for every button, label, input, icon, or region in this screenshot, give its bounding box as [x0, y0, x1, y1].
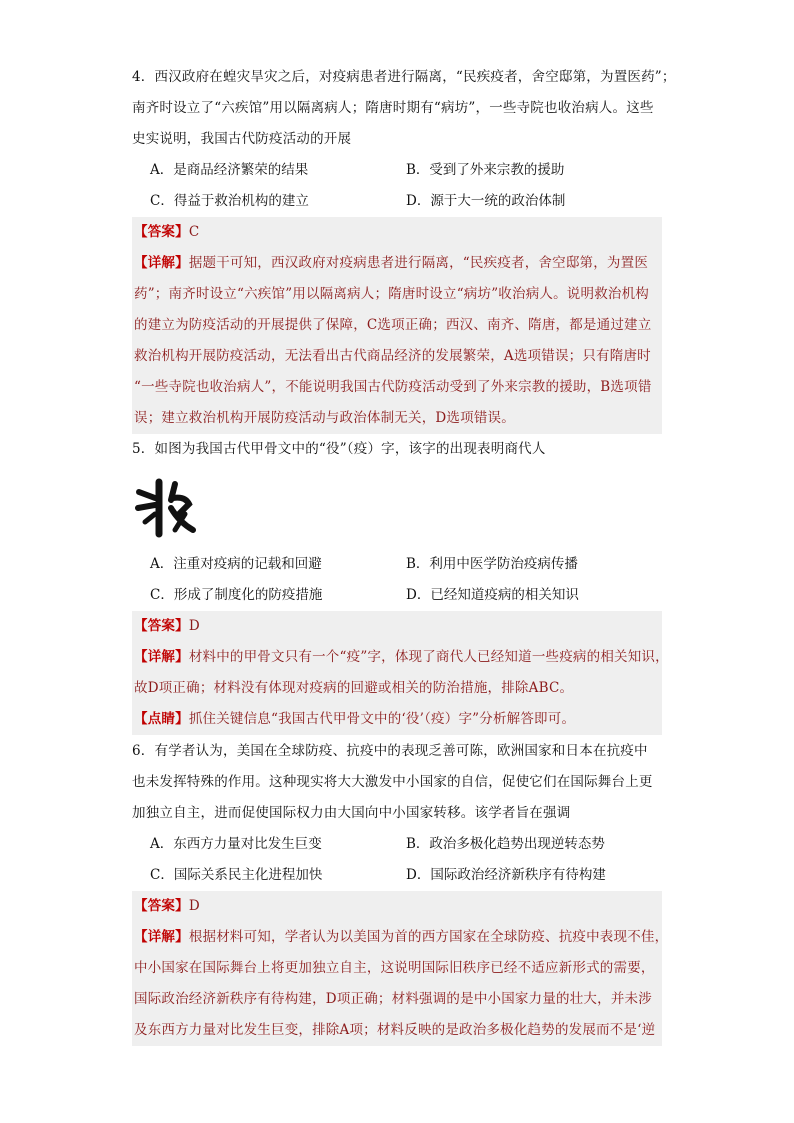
- question-6: [132, 736, 669, 1046]
- question-5-options-row: [150, 549, 662, 580]
- question-4: [132, 62, 676, 434]
- question-5-answer: [132, 611, 662, 642]
- answer-tag: 【答案】: [134, 224, 189, 240]
- question-4-option-c: C．得益于救治机构的建立: [150, 193, 309, 209]
- question-5-stem: [132, 434, 662, 465]
- question-6-options-row: [150, 829, 662, 860]
- question-6-detail-line: 中小国家在国际舞台上将更加独立自主，这说明国际旧秩序已经不适应新形式的需要，: [132, 953, 662, 984]
- detail-text: 材料中的甲骨文只有一个“疫”字，体现了商代人已经知道一些疫病的相关知识，: [188, 649, 669, 665]
- question-4-options-row: [150, 186, 662, 217]
- question-5-tip: [132, 704, 662, 735]
- question-6-detail-line: 国际政治经济新秩序有待构建，D项正确；材料强调的是中小国家力量的壮大，并未涉: [132, 984, 662, 1015]
- question-4-options-row: [150, 155, 662, 186]
- question-5-option-b: B．利用中医学防治疫病传播: [406, 556, 578, 572]
- question-6-options-row: [150, 860, 662, 891]
- question-6-stem-line: 也未发挥特殊的作用。这种现实将大大激发中小国家的自信，促使它们在国际舞台上更: [132, 774, 653, 790]
- question-4-answer: [132, 217, 662, 248]
- question-4-detail-line: “一些寺院也收治病人”，不能说明我国古代防疫活动受到了外来宗教的援助，B选项错: [132, 372, 662, 403]
- question-6-detail-line: 及东西方力量对比发生巨变，排除A项；材料反映的是政治多极化趋势的发展而不是‘逆: [132, 1015, 662, 1046]
- detail-text: 据题干可知，西汉政府对疫病患者进行隔离，“民疾疫者，舍空邸第，为置医: [188, 255, 649, 271]
- question-4-stem-line: 南齐时设立了“六疾馆”用以隔离病人；隋唐时期有“病坊”，一些寺院也收治病人。这些: [132, 100, 654, 116]
- question-5-detail-line: 故D项正确；材料没有体现对疫病的回避或相关的防治措施，排除ABC。: [132, 673, 662, 704]
- question-6-stem-line: 加独立自主，进而促使国际权力由大国向中小国家转移。该学者旨在强调: [132, 805, 571, 821]
- question-5-option-c: C．形成了制度化的防疫措施: [150, 587, 323, 603]
- question-5-option-a: A．注重对疫病的记载和回避: [150, 556, 322, 572]
- tip-tag: 【点睛】: [134, 711, 189, 727]
- question-4-detail-line: 救治机构开展防疫活动，无法看出古代商品经济的发展繁荣，A选项错误；只有隋唐时: [132, 341, 662, 372]
- question-6-option-b: B．政治多极化趋势出现逆转态势: [406, 836, 605, 852]
- answer-value: C: [188, 224, 200, 240]
- question-6-answer: [132, 891, 662, 922]
- question-6-option-c: C．国际关系民主化进程加快: [150, 867, 323, 883]
- question-4-option-a: A．是商品经济繁荣的结果: [150, 162, 309, 178]
- question-4-option-d: D．源于大一统的政治体制: [406, 193, 566, 209]
- oracle-bone-glyph-image: [135, 478, 197, 538]
- question-5-option-d: D．已经知道疫病的相关知识: [406, 587, 579, 603]
- question-5-detail-line: [132, 642, 669, 673]
- question-4-stem-line: 4．西汉政府在蝗灾旱灾之后，对疫病患者进行隔离，“民疾疫者，舍空邸第，为置医药”；: [132, 69, 676, 85]
- question-5: [132, 549, 669, 735]
- question-6-detail-line: [132, 922, 669, 953]
- detail-tag: 【详解】: [134, 255, 189, 271]
- detail-tag: 【详解】: [134, 929, 189, 945]
- detail-tag: 【详解】: [134, 649, 189, 665]
- detail-text: 根据材料可知，学者认为以美国为首的西方国家在全球防疫、抗疫中表现不佳，: [188, 929, 669, 945]
- answer-tag: 【答案】: [134, 618, 189, 634]
- question-4-detail-line: 药”；南齐时设立“六疾馆”用以隔离病人；隋唐时设立“病坊”收治病人。说明救治机构: [132, 279, 662, 310]
- question-6-option-a: A．东西方力量对比发生巨变: [150, 836, 322, 852]
- question-6-stem-line: 6．有学者认为，美国在全球防疫、抗疫中的表现乏善可陈，欧洲国家和日本在抗疫中: [132, 743, 648, 759]
- question-5-options-row: [150, 580, 662, 611]
- question-4-detail-line: [132, 248, 662, 279]
- question-5-stem-line: 5．如图为我国古代甲骨文中的“役”（疫）字，该字的出现表明商代人: [132, 441, 546, 457]
- tip-text: 抓住关键信息“我国古代甲骨文中的‘役’（疫）字”分析解答即可。: [188, 711, 576, 727]
- question-6-option-d: D．国际政治经济新秩序有待构建: [406, 867, 606, 883]
- question-4-option-b: B．受到了外来宗教的援助: [406, 162, 565, 178]
- answer-value: D: [188, 898, 200, 914]
- question-4-detail-line: 的建立为防疫活动的开展提供了保障，C选项正确；西汉、南齐、隋唐，都是通过建立: [132, 310, 662, 341]
- answer-tag: 【答案】: [134, 898, 189, 914]
- answer-value: D: [188, 618, 200, 634]
- question-4-detail-line: 误；建立救治机构开展防疫活动与政治体制无关，D选项错误。: [132, 403, 662, 434]
- question-4-stem-line: 史实说明，我国古代防疫活动的开展: [132, 131, 352, 147]
